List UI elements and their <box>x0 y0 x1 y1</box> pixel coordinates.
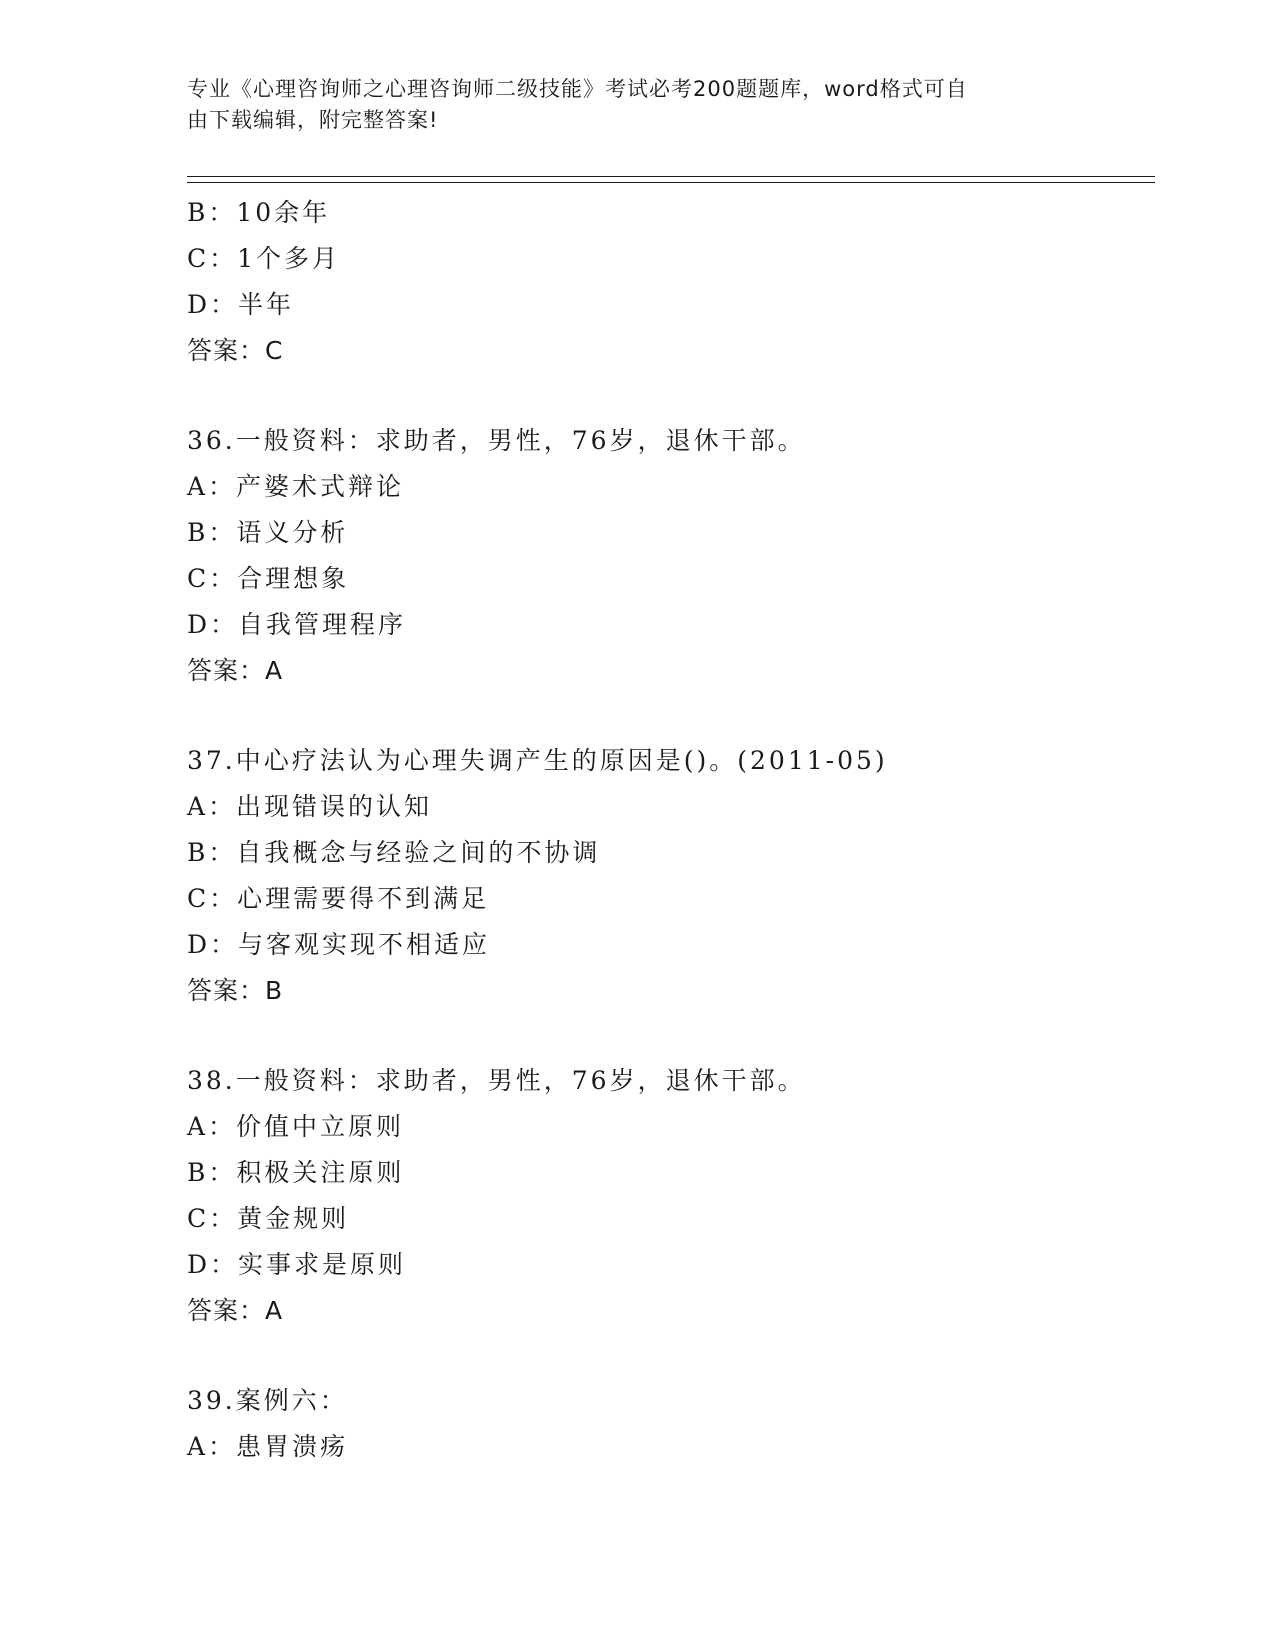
option-a: A：产婆术式辩论 <box>187 472 405 501</box>
answer-line: 答案：C <box>187 336 284 365</box>
option-d: D：与客观实现不相适应 <box>187 930 491 959</box>
option-c: C：1个多月 <box>187 244 341 273</box>
option-a: A：价值中立原则 <box>187 1112 405 1141</box>
question-text: 38.一般资料：求助者，男性，76岁，退休干部。 <box>187 1066 806 1095</box>
option-a: A：患胃溃疡 <box>187 1432 349 1461</box>
question-text: 37.中心疗法认为心理失调产生的原因是()。(2011-05) <box>187 746 888 775</box>
header-line-1: 专业《心理咨询师之心理咨询师二级技能》考试必考200题题库，word格式可自 <box>187 77 968 101</box>
option-d: D：自我管理程序 <box>187 610 407 639</box>
option-c: C：合理想象 <box>187 564 350 593</box>
option-b: B：语义分析 <box>187 518 349 547</box>
spacer <box>187 1334 1155 1378</box>
question-36 <box>187 418 1155 694</box>
question-text: 39.案例六： <box>187 1386 348 1415</box>
option-d: D：实事求是原则 <box>187 1250 407 1279</box>
option-a: A：出现错误的认知 <box>187 792 433 821</box>
option-b: B：自我概念与经验之间的不协调 <box>187 838 601 867</box>
spacer <box>187 374 1155 418</box>
option-d: D：半年 <box>187 290 295 319</box>
question-text: 36.一般资料：求助者，男性，76岁，退休干部。 <box>187 426 806 455</box>
answer-line: 答案：A <box>187 1296 284 1325</box>
answer-line: 答案：B <box>187 976 284 1005</box>
answer-line: 答案：A <box>187 656 284 685</box>
option-c: C：黄金规则 <box>187 1204 350 1233</box>
question-37 <box>187 738 1155 1014</box>
question-list <box>187 190 1155 1470</box>
previous-question-tail <box>187 190 1155 374</box>
header-divider-top <box>187 176 1155 177</box>
document-header <box>187 74 1067 136</box>
option-c: C：心理需要得不到满足 <box>187 884 490 913</box>
header-line-2: 由下载编辑，附完整答案! <box>187 108 439 132</box>
spacer <box>187 694 1155 738</box>
spacer <box>187 1014 1155 1058</box>
question-39 <box>187 1378 1155 1470</box>
option-b: B：积极关注原则 <box>187 1158 405 1187</box>
question-38 <box>187 1058 1155 1334</box>
header-divider-bottom <box>187 182 1155 183</box>
option-b: B：10余年 <box>187 198 331 227</box>
